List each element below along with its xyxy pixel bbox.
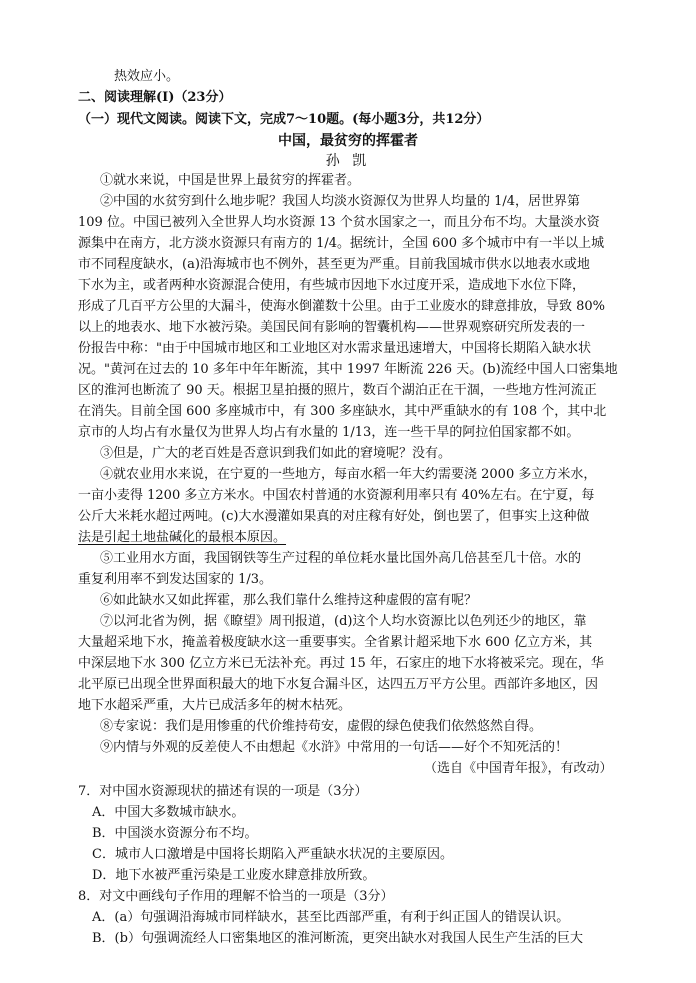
question-8-option-b: B．(b）句强调流经人口密集地区的淮河断流，更突出缺水对我国人民生产生活的巨大 — [92, 931, 583, 946]
paragraph-9: ⑨内情与外观的反差使人不由想起《水浒》中常用的一句话——好个不知死活的！ — [100, 740, 569, 755]
subsection-heading: （一）现代文阅读。阅读下文，完成7～10题。(每小题3分，共12分） — [78, 112, 490, 127]
paragraph-2-line: 形成了几百平方公里的大漏斗，使海水倒灌数十公里。由于工业废水的肆意排放，导致 80% — [78, 299, 606, 314]
article-title: 中国，最贫穷的挥霍者 — [278, 133, 418, 149]
paragraph-7-line: 大量超采地下水，掩盖着极度缺水这一重要事实。全省累计超采地下水 600 亿立方米，其 — [78, 635, 593, 650]
paragraph-3: ③但是，广大的老百姓是否意识到我们如此的窘境呢？没有。 — [100, 446, 452, 461]
question-7-option-b: B．中国淡水资源分布不均。 — [92, 826, 258, 841]
paragraph-7-line: 地下水超采严重，大片已成活多年的树木枯死。 — [78, 698, 352, 713]
section-heading: 二、阅读理解(Ⅰ)（23分） — [78, 90, 232, 105]
paragraph-1: ①就水来说，中国是世界上最贫穷的挥霍者。 — [100, 173, 361, 188]
paragraph-2-line: ②中国的水贫穷到什么地步呢？我国人均淡水资源仅为世界人均量的 1/4，居世界第 — [100, 194, 581, 209]
paragraph-2-line: 况。"黄河在过去的 10 多年中年年断流，其中 1997 年断流 226 天。(b)流经中国人口密集地 — [78, 362, 618, 377]
paragraph-2-line: 源集中在南方，北方淡水资源只有南方的 1/4。据统计，全国 600 多个城市中有一半以上城 — [78, 236, 605, 251]
paragraph-2-line: 下水为主，或者两种水资源混合使用，有些城市因地下水过度开采，造成地下水位下降， — [78, 278, 586, 293]
paragraph-8: ⑧专家说：我们是用惨重的代价维持苟安，虚假的绿色使我们依然悠然自得。 — [100, 719, 543, 734]
question-8-stem: 8．对文中画线句子作用的理解不恰当的一项是（3分） — [78, 889, 394, 904]
paragraph-2-line: 以上的地表水、地下水被污染。美国民间有影响的智囊机构——世界观察研究所发表的一 — [78, 320, 586, 335]
paragraph-4-line: 法是引起土地盐碱化的最根本原因。 — [78, 530, 287, 545]
paragraph-7-line: 中深层地下水 300 亿立方米已无法补充。再过 15 年，石家庄的地下水将被采完。现在，华 — [78, 656, 604, 671]
paragraph-2-line: 市不同程度缺水，(a)沿海城市也不例外，甚至更为严重。目前我国城市供水以地表水或地 — [78, 257, 590, 272]
paragraph-5-line: 重复利用率不到发达国家的 1/3。 — [78, 572, 273, 587]
paragraph-7-line: ⑦以河北省为例，据《瞭望》周刊报道，(d)这个人均水资源比以色列还少的地区，靠 — [100, 614, 587, 629]
paragraph-5-line: ⑤工业用水方面，我国钢铁等生产过程的单位耗水量比国外高几倍甚至几十倍。水的 — [100, 551, 582, 566]
question-7-option-c: C．城市人口激增是中国将长期陷入严重缺水状况的主要原因。 — [92, 847, 453, 862]
paragraph-4-line: 公斤大米耗水超过两吨。(c)大水漫灌如果真的对庄稼有好处，倒也罢了，但事实上这种做 — [78, 509, 590, 524]
question-7-stem: 7．对中国水资源现状的描述有误的一项是（3分） — [78, 784, 368, 799]
question-7-option-d: D．地下水被严重污染是工业废水肆意排放所致。 — [92, 868, 376, 883]
paragraph-2-line: 区的淮河也断流了 90 天。根据卫星拍摄的照片，数百个湖泊正在干涸，一些地方性河流正 — [78, 383, 597, 398]
paragraph-6: ⑥如此缺水又如此挥霍，那么我们靠什么维持这种虚假的富有呢？ — [100, 593, 478, 608]
article-source: （选自《中国青年报》，有改动） — [424, 761, 613, 776]
question-7-option-a: A．中国大多数城市缺水。 — [92, 805, 245, 820]
paragraph-2-line: 京市的人均占有水量仅为世界人均占有水量的 1/13，连一些干旱的阿拉伯国家都不如。 — [78, 425, 580, 440]
paragraph-7-line: 北平原已出现全世界面积最大的地下水复合漏斗区，达四五万平方公里。西部许多地区，因 — [78, 677, 599, 692]
question-8-option-a: A．(a）句强调沿海城市同样缺水，甚至比西部严重，有利于纠正国人的错误认识。 — [92, 910, 570, 925]
paragraph-4-line: ④就农业用水来说，在宁夏的一些地方，每亩水稻一年大约需要浇 2000 多立方米水， — [100, 467, 597, 482]
paragraph-2-line: 109 位。中国已被列入全世界人均水资源 13 个贫水国家之一，而且分布不均。大量淡水资 — [78, 215, 600, 230]
paragraph-2-line: 份报告中称："由于中国城市地区和工业地区对水需求量迅速增大，中国将长期陷入缺水状 — [78, 341, 591, 356]
paragraph-2-line: 在消失。目前全国 600 多座城市中，有 300 多座缺水，其中严重缺水的有 108 个，其中北 — [78, 404, 607, 419]
paragraph-4-line: 一亩小麦得 1200 多立方米水。中国农村普通的水资源利用率只有 40%左右。在宁夏，每 — [78, 488, 595, 503]
preceding-text: 热效应小。 — [114, 69, 180, 84]
article-author: 孙 凯 — [325, 153, 371, 169]
